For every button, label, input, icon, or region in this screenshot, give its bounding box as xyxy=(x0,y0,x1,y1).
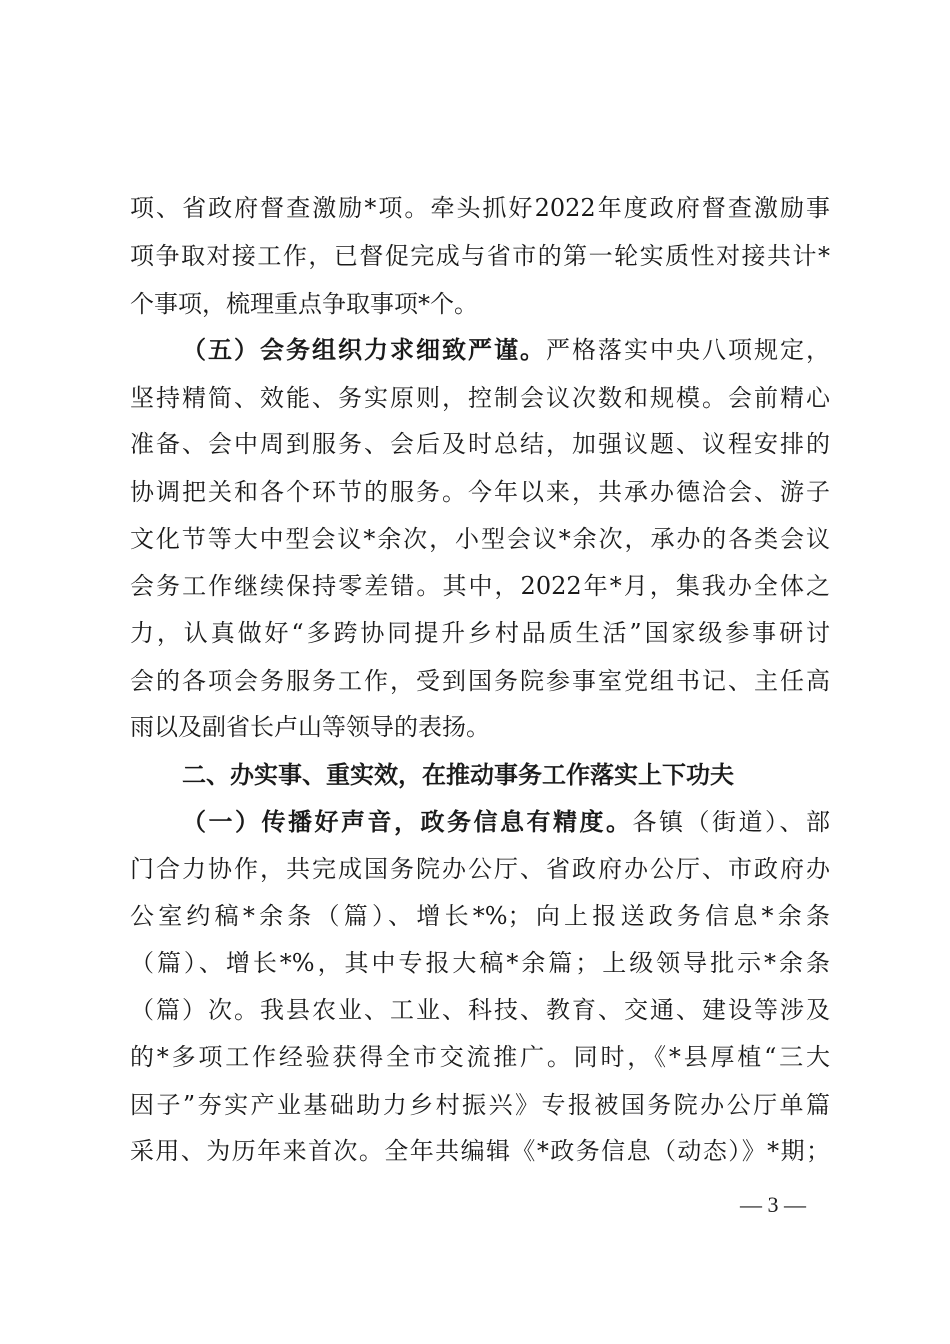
paragraph-first-line xyxy=(182,802,830,842)
paragraph-text: 各镇（街道）、部 xyxy=(632,808,830,836)
text-line: 力，认真做好“多跨协同提升乡村品质生活”国家级参事研讨 xyxy=(130,619,830,647)
paragraph-heading: （一）传播好声音，政务信息有精度。 xyxy=(182,807,633,836)
text-line: 因子”夯实产业基础助力乡村振兴》专报被国务院办公厅单篇 xyxy=(130,1091,830,1119)
text-line: 会务工作继续保持零差错。其中，2022年*月，集我办全体之 xyxy=(130,572,830,600)
text-line: 文化节等大中型会议*余次，小型会议*余次，承办的各类会议 xyxy=(130,525,830,553)
text-line: （篇）、增长*%，其中专报大稿*余篇；上级领导批示*余条 xyxy=(130,949,830,977)
paragraph-text: 严格落实中央八项规定， xyxy=(546,336,830,364)
paragraph-heading: （五）会务组织力求细致严谨。 xyxy=(182,335,546,364)
text-line: 项、省政府督查激励*项。牵头抓好2022年度政府督查激励事 xyxy=(130,194,830,222)
text-line: （篇）次。我县农业、工业、科技、教育、交通、建设等涉及 xyxy=(130,996,830,1024)
text-line: 坚持精简、效能、务实原则，控制会议次数和规模。会前精心 xyxy=(130,384,830,412)
text-line: 的*多项工作经验获得全市交流推广。同时，《*县厚植“三大 xyxy=(130,1043,830,1071)
text-line: 协调把关和各个环节的服务。今年以来，共承办德洽会、游子 xyxy=(130,478,830,506)
text-line: 采用、为历年来首次。全年共编辑《*政务信息（动态）》*期； xyxy=(130,1137,830,1165)
text-line: 准备、会中周到服务、会后及时总结，加强议题、议程安排的 xyxy=(130,430,830,458)
text-line: 个事项，梳理重点争取事项*个。 xyxy=(130,290,478,318)
text-line: 门合力协作，共完成国务院办公厅、省政府办公厅、市政府办 xyxy=(130,855,830,883)
page-number: — 3 — xyxy=(740,1192,806,1217)
section-heading: 二、办实事、重实效，在推动事务工作落实上下功夫 xyxy=(182,761,734,789)
text-line: 雨以及副省长卢山等领导的表扬。 xyxy=(130,713,490,741)
text-line: 项争取对接工作，已督促完成与省市的第一轮实质性对接共计* xyxy=(130,242,830,270)
paragraph-first-line xyxy=(182,330,830,370)
text-line: 公室约稿*余条（篇）、增长*%；向上报送政务信息*余条 xyxy=(130,902,830,930)
text-line: 会的各项会务服务工作，受到国务院参事室党组书记、主任高 xyxy=(130,667,830,695)
